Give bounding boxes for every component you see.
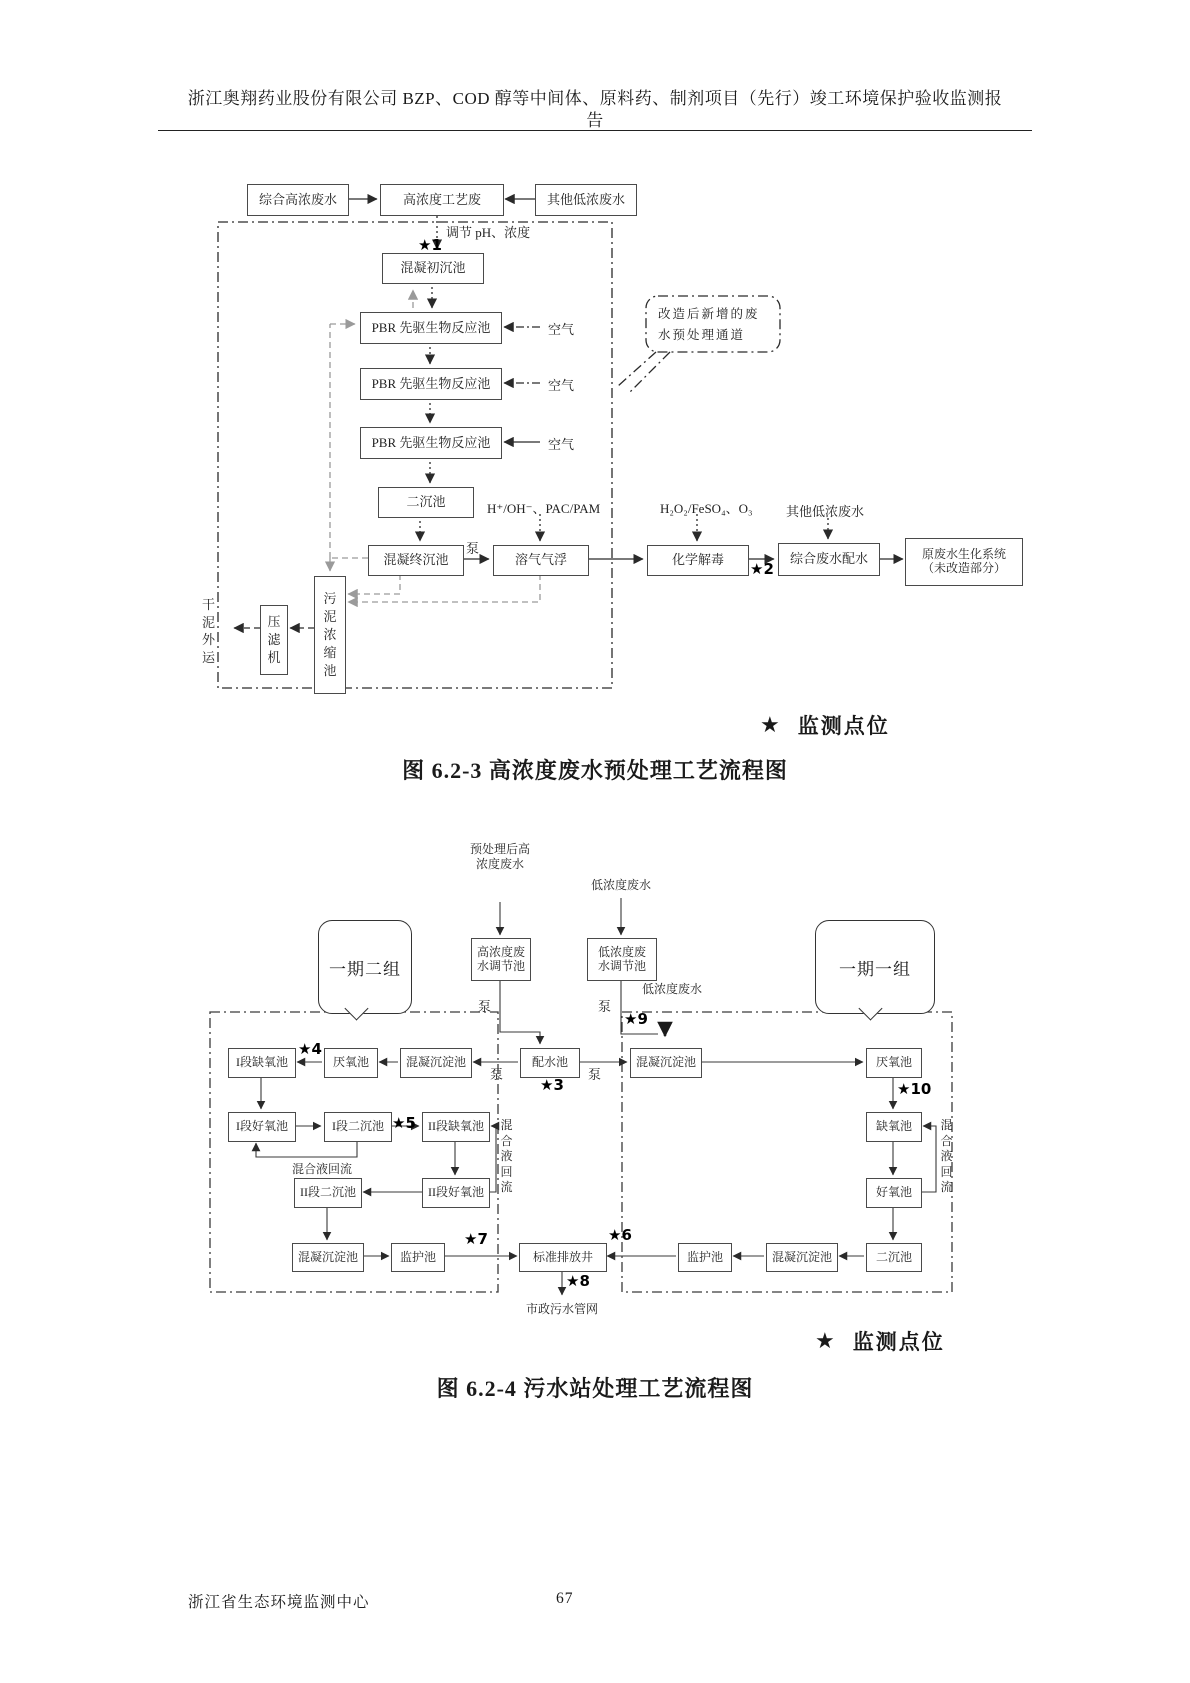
label-municipal-sewer: 市政污水管网: [525, 1302, 598, 1316]
label-pump-fig1: 泵: [466, 541, 480, 556]
label-adjust-ph: 调节 pH、浓度: [446, 225, 531, 240]
node-pbr-reactor-3: PBR 先驱生物反应池: [360, 427, 502, 459]
node-comprehensive-distribution: 综合废水配水: [778, 543, 880, 576]
node-aerobic-right: 好氧池: [866, 1178, 922, 1208]
label-feed-pretreated-high: 预处理后高 浓度废水: [469, 842, 530, 871]
label-chem-h2o2-feso4-o3: H₂O₂/FeSO₄、O₃: [660, 501, 753, 516]
node-coag-final-sed: 混凝终沉池: [368, 545, 464, 576]
node-comprehensive-high-conc-wastewater: 综合高浓废水: [247, 184, 349, 216]
label-feed-low-conc: 低浓度废水: [590, 878, 651, 892]
label-other-low-conc-2: 其他低浓废水: [786, 504, 865, 519]
label-mixed-liquor-return-right: 混合液回流: [940, 1118, 953, 1195]
node-pbr-reactor-1: PBR 先驱生物反应池: [360, 312, 502, 344]
monitor-point-2: ★2: [750, 560, 774, 578]
node-stage2-anoxic: II段缺氧池: [422, 1112, 490, 1142]
bubble-phase1-group2: 一期二组: [318, 920, 412, 1014]
monitor-point-4: ★4: [298, 1040, 322, 1058]
label-air-3: 空气: [548, 437, 575, 452]
label-mixed-liquor-return-left: 混合液回流: [500, 1118, 513, 1195]
node-secondary-sed-right: 二沉池: [866, 1243, 922, 1272]
monitor-point-8: ★8: [566, 1272, 590, 1290]
node-secondary-sed: 二沉池: [378, 487, 474, 518]
monitor-point-10: ★10: [897, 1080, 932, 1098]
legend-star-icon: ★: [815, 1328, 835, 1354]
label-air-2: 空气: [548, 378, 575, 393]
node-sludge-thickener: 污泥浓缩池: [314, 576, 346, 694]
monitor-point-5: ★5: [392, 1114, 416, 1132]
fig2-legend: [815, 1326, 945, 1356]
monitor-point-7: ★7: [464, 1230, 488, 1248]
node-stage1-aerobic: I段好氧池: [228, 1112, 296, 1142]
node-original-bio-system: 原废水生化系统 （未改造部分）: [905, 538, 1023, 586]
label-pump-main-right: 泵: [588, 1067, 602, 1082]
label-pump-main-left: 泵: [490, 1067, 504, 1082]
node-high-conc-process-waste: 高浓度工艺废: [380, 184, 504, 216]
node-standard-discharge-well: 标准排放井: [519, 1243, 607, 1272]
node-coag-sed-left-bottom: 混凝沉淀池: [292, 1243, 364, 1272]
label-low-conc-again: 低浓度废水: [641, 982, 702, 996]
node-anaerobic-right: 厌氧池: [866, 1048, 922, 1078]
node-stage1-secondary-sed: I段二沉池: [324, 1112, 392, 1142]
node-coag-primary-sed: 混凝初沉池: [382, 253, 484, 284]
node-chemical-detox: 化学解毒: [647, 545, 749, 576]
footer-page-number: 67: [556, 1590, 574, 1607]
page-header-line2: 告: [586, 111, 604, 130]
monitor-point-1: ★1: [418, 236, 442, 254]
node-anaerobic-left: 厌氧池: [324, 1048, 378, 1078]
legend-star-icon: ★: [760, 712, 780, 738]
monitor-point-3: ★3: [540, 1076, 564, 1094]
node-stage2-aerobic: II段好氧池: [422, 1178, 490, 1208]
fig1-legend: [760, 710, 890, 740]
legend-label: 监测点位: [852, 1330, 945, 1354]
page-header-line1: 浙江奥翔药业股份有限公司 BZP、COD 醇等中间体、原料药、制剂项目（先行）竣工环境保护验收监测报: [187, 89, 1003, 108]
node-coag-sed-right-top: 混凝沉淀池: [630, 1048, 702, 1078]
bubble-phase1-group1: 一期一组: [815, 920, 935, 1014]
label-mixed-liquor-return-horiz: 混合液回流: [292, 1162, 353, 1176]
callout-new-pretreatment-channel: 改造后新增的废 水预处理通道: [658, 307, 760, 343]
label-dry-sludge-out: 干泥外运: [201, 597, 215, 665]
node-distribution-tank: 配水池: [520, 1048, 580, 1078]
monitor-point-6: ★6: [608, 1226, 632, 1244]
node-anoxic-right: 缺氧池: [866, 1112, 922, 1142]
node-guard-tank-right: 监护池: [678, 1243, 732, 1272]
fig1-callout-pointer1: [618, 352, 656, 386]
fig1-caption: 图 6.2-3 高浓度废水预处理工艺流程图: [402, 758, 788, 783]
node-pbr-reactor-2: PBR 先驱生物反应池: [360, 368, 502, 400]
legend-label: 监测点位: [797, 714, 890, 738]
monitor-point-9: ★9: [624, 1010, 648, 1028]
node-filter-press: 压滤机: [260, 605, 288, 675]
node-stage2-secondary-sed: II段二沉池: [294, 1178, 362, 1208]
label-pump-feed-left: 泵: [478, 999, 492, 1014]
node-stage1-anoxic: I段缺氧池: [228, 1048, 296, 1078]
node-coag-sed-left-top: 混凝沉淀池: [400, 1048, 472, 1078]
node-high-conc-regulating-tank: 高浓度废 水调节池: [471, 938, 531, 981]
label-chem-pac-pam: H⁺/OH⁻、PAC/PAM: [487, 501, 601, 516]
label-air-1: 空气: [548, 322, 575, 337]
node-dissolved-air-flotation: 溶气气浮: [493, 545, 589, 576]
node-guard-tank-left: 监护池: [391, 1243, 445, 1272]
node-other-low-conc-wastewater: 其他低浓废水: [535, 184, 637, 216]
fig2-caption: 图 6.2-4 污水站处理工艺流程图: [436, 1376, 754, 1401]
node-low-conc-regulating-tank: 低浓度废 水调节池: [587, 938, 657, 981]
node-coag-sed-right-bottom: 混凝沉淀池: [766, 1243, 838, 1272]
label-pump-feed-right: 泵: [598, 999, 612, 1014]
footer-organization: 浙江省生态环境监测中心: [188, 1594, 370, 1611]
